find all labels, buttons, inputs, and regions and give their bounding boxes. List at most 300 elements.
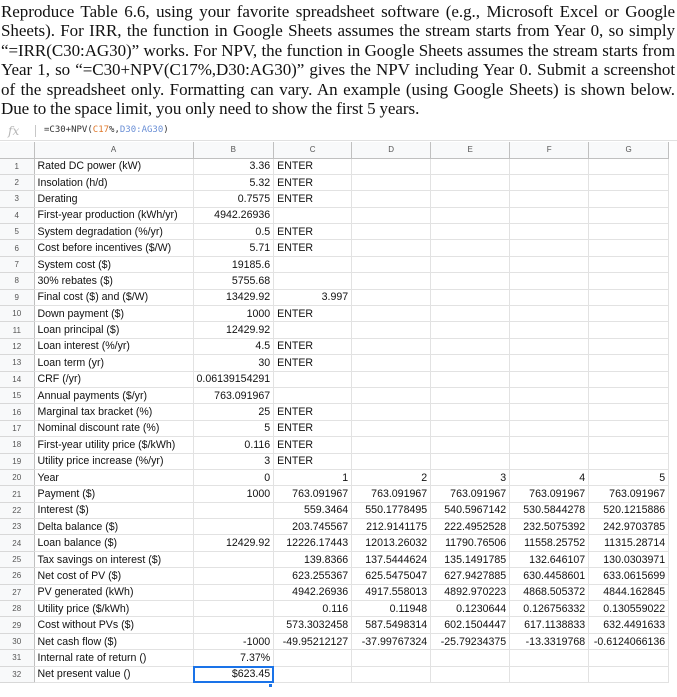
- table-row: [0, 273, 669, 289]
- selection-fill-handle[interactable]: [268, 683, 273, 688]
- cell-label[interactable]: Cost without PVs ($): [34, 617, 193, 633]
- column-header[interactable]: D: [352, 142, 431, 158]
- cell-label[interactable]: Utility price ($/kWh): [34, 601, 193, 617]
- cell[interactable]: [352, 306, 431, 322]
- cell[interactable]: 203.745567: [274, 519, 352, 535]
- cell[interactable]: 12226.17443: [274, 535, 352, 551]
- cell[interactable]: [510, 174, 589, 190]
- row-header[interactable]: 18: [0, 437, 34, 453]
- cell[interactable]: 763.091967: [352, 486, 431, 502]
- cell[interactable]: 137.5444624: [352, 551, 431, 567]
- cell[interactable]: 0: [193, 469, 274, 485]
- cell[interactable]: [589, 355, 669, 371]
- row-header[interactable]: 24: [0, 535, 34, 551]
- formula-input[interactable]: [44, 125, 169, 135]
- formula-part: %,: [109, 125, 120, 135]
- cell[interactable]: [193, 551, 274, 567]
- cell[interactable]: [274, 371, 352, 387]
- table-row: [0, 453, 669, 469]
- row-header[interactable]: 5: [0, 224, 34, 240]
- table-row: [0, 469, 669, 485]
- cell[interactable]: [431, 453, 510, 469]
- cell-label[interactable]: Rated DC power (kW): [34, 158, 193, 174]
- cell[interactable]: 0.116: [193, 437, 274, 453]
- cell[interactable]: [193, 601, 274, 617]
- cell-label[interactable]: System degradation (%/yr): [34, 224, 193, 240]
- cell-label[interactable]: CRF (/yr): [34, 371, 193, 387]
- cell[interactable]: ENTER: [274, 355, 352, 371]
- cell[interactable]: 617.1138833: [510, 617, 589, 633]
- cell[interactable]: 763.091967: [589, 486, 669, 502]
- row-header[interactable]: 12: [0, 338, 34, 354]
- cell[interactable]: [510, 273, 589, 289]
- cell[interactable]: 0.06139154291: [193, 371, 274, 387]
- cell[interactable]: 25: [193, 404, 274, 420]
- cell[interactable]: 520.1215886: [589, 502, 669, 518]
- row-header[interactable]: 27: [0, 584, 34, 600]
- cell[interactable]: [510, 240, 589, 256]
- assignment-instructions: Reproduce Table 6.6, using your favorite spreadsheet software (e.g., Microsoft Excel or Google Sheets). For IRR, the function in Google Sheets assumes the stream starts from Year 0, so simply “=IRR(C30:AG30)” works. For NPV, the function in Google Sheets assumes the stream starts from Year 1, so “=C30+NPV(C17%,D30:AG30)” gives the NPV including Year 0. Submit a screenshot of the spreadsheet only. Formatting can vary. An example (using Google Sheets) is shown below. Due to the space limit, you only need to show the first 5 years.: [1, 2, 675, 119]
- cell[interactable]: [431, 174, 510, 190]
- cell[interactable]: [193, 502, 274, 518]
- table-row: [0, 289, 669, 305]
- cell-label[interactable]: Payment ($): [34, 486, 193, 502]
- table-row: [0, 355, 669, 371]
- row-header[interactable]: 28: [0, 601, 34, 617]
- cell[interactable]: [510, 387, 589, 403]
- cell[interactable]: [431, 420, 510, 436]
- cell[interactable]: [431, 338, 510, 354]
- cell[interactable]: [431, 224, 510, 240]
- cell[interactable]: [274, 387, 352, 403]
- row-header[interactable]: 15: [0, 387, 34, 403]
- cell[interactable]: [510, 158, 589, 174]
- table-row: [0, 519, 669, 535]
- cell[interactable]: 602.1504447: [431, 617, 510, 633]
- cell[interactable]: [589, 437, 669, 453]
- row-header[interactable]: 11: [0, 322, 34, 338]
- cell[interactable]: [352, 240, 431, 256]
- cell[interactable]: [274, 650, 352, 666]
- cell[interactable]: 3: [431, 469, 510, 485]
- cell[interactable]: ENTER: [274, 240, 352, 256]
- cell[interactable]: [431, 666, 510, 682]
- column-header[interactable]: G: [589, 142, 669, 158]
- cell[interactable]: 5.71: [193, 240, 274, 256]
- cell[interactable]: [274, 207, 352, 223]
- cell-label[interactable]: PV generated (kWh): [34, 584, 193, 600]
- cell[interactable]: [510, 420, 589, 436]
- cell[interactable]: -37.99767324: [352, 633, 431, 649]
- formula-part: ): [163, 125, 169, 135]
- cell-label[interactable]: Insolation (h/d): [34, 174, 193, 190]
- cell[interactable]: [431, 256, 510, 272]
- cell[interactable]: [589, 371, 669, 387]
- cell[interactable]: [510, 207, 589, 223]
- formula-bar[interactable]: [0, 121, 677, 141]
- cell[interactable]: [510, 191, 589, 207]
- cell[interactable]: [352, 371, 431, 387]
- cell-label[interactable]: Year: [34, 469, 193, 485]
- cell[interactable]: [193, 519, 274, 535]
- cell[interactable]: [352, 273, 431, 289]
- row-header[interactable]: 20: [0, 469, 34, 485]
- cell[interactable]: 132.646107: [510, 551, 589, 567]
- cell[interactable]: [510, 666, 589, 682]
- cell[interactable]: [510, 371, 589, 387]
- cell[interactable]: ENTER: [274, 453, 352, 469]
- cell[interactable]: [589, 666, 669, 682]
- row-header[interactable]: 31: [0, 650, 34, 666]
- table-row: [0, 404, 669, 420]
- cell[interactable]: 763.091967: [193, 387, 274, 403]
- cell[interactable]: 4868.505372: [510, 584, 589, 600]
- cell-label[interactable]: Loan term (yr): [34, 355, 193, 371]
- row-header[interactable]: 2: [0, 174, 34, 190]
- row-header[interactable]: 3: [0, 191, 34, 207]
- row-header[interactable]: 22: [0, 502, 34, 518]
- cell[interactable]: 30: [193, 355, 274, 371]
- cell[interactable]: 763.091967: [510, 486, 589, 502]
- cell[interactable]: [352, 650, 431, 666]
- row-header[interactable]: 6: [0, 240, 34, 256]
- cell[interactable]: 19185.6: [193, 256, 274, 272]
- cell[interactable]: [352, 355, 431, 371]
- cell[interactable]: -1000: [193, 633, 274, 649]
- table-row: [0, 256, 669, 272]
- cell[interactable]: [510, 650, 589, 666]
- table-row: [0, 666, 669, 682]
- cell[interactable]: 630.4458601: [510, 568, 589, 584]
- cell[interactable]: [589, 322, 669, 338]
- cell[interactable]: ENTER: [274, 191, 352, 207]
- cell[interactable]: 13429.92: [193, 289, 274, 305]
- cell[interactable]: 5755.68: [193, 273, 274, 289]
- cell[interactable]: [352, 207, 431, 223]
- cell[interactable]: [589, 289, 669, 305]
- cell[interactable]: 763.091967: [274, 486, 352, 502]
- cell[interactable]: ENTER: [274, 338, 352, 354]
- cell[interactable]: 623.255367: [274, 568, 352, 584]
- cell[interactable]: [510, 289, 589, 305]
- cell[interactable]: 0.5: [193, 224, 274, 240]
- cell[interactable]: 3.36: [193, 158, 274, 174]
- cell[interactable]: 0.130559022: [589, 601, 669, 617]
- cell[interactable]: 0.126756332: [510, 601, 589, 617]
- cell[interactable]: -25.79234375: [431, 633, 510, 649]
- cell[interactable]: 1000: [193, 486, 274, 502]
- cell[interactable]: 4.5: [193, 338, 274, 354]
- cell[interactable]: 5: [193, 420, 274, 436]
- cell[interactable]: [274, 256, 352, 272]
- cell[interactable]: 242.9703785: [589, 519, 669, 535]
- table-row: [0, 551, 669, 567]
- cell[interactable]: 222.4952528: [431, 519, 510, 535]
- column-header[interactable]: A: [34, 142, 193, 158]
- cell[interactable]: [510, 355, 589, 371]
- cell[interactable]: 550.1778495: [352, 502, 431, 518]
- cell[interactable]: 632.4491633: [589, 617, 669, 633]
- column-header[interactable]: E: [431, 142, 510, 158]
- cell[interactable]: 540.5967142: [431, 502, 510, 518]
- table-row: [0, 437, 669, 453]
- table-row: [0, 224, 669, 240]
- column-header-row: [0, 142, 669, 158]
- cell[interactable]: 5.32: [193, 174, 274, 190]
- column-header[interactable]: F: [510, 142, 589, 158]
- cell[interactable]: [274, 322, 352, 338]
- cell[interactable]: 5: [589, 469, 669, 485]
- cell[interactable]: 130.0303971: [589, 551, 669, 567]
- cell-label[interactable]: Derating: [34, 191, 193, 207]
- table-row: [0, 568, 669, 584]
- cell[interactable]: [352, 191, 431, 207]
- cell[interactable]: 0.11948: [352, 601, 431, 617]
- cell[interactable]: [352, 420, 431, 436]
- cell[interactable]: [589, 224, 669, 240]
- cell[interactable]: [510, 322, 589, 338]
- cell[interactable]: [193, 584, 274, 600]
- cell-label[interactable]: System cost ($): [34, 256, 193, 272]
- cell[interactable]: [510, 224, 589, 240]
- fx-icon: fx: [8, 124, 20, 138]
- cell-label[interactable]: Interest ($): [34, 502, 193, 518]
- cell[interactable]: 530.5844278: [510, 502, 589, 518]
- row-header[interactable]: 8: [0, 273, 34, 289]
- cell[interactable]: [352, 289, 431, 305]
- cell[interactable]: [510, 437, 589, 453]
- cell[interactable]: [431, 387, 510, 403]
- cell[interactable]: 12429.92: [193, 535, 274, 551]
- cell-label[interactable]: Marginal tax bracket (%): [34, 404, 193, 420]
- cell[interactable]: [431, 207, 510, 223]
- cell[interactable]: 633.0615699: [589, 568, 669, 584]
- row-header[interactable]: 13: [0, 355, 34, 371]
- cell[interactable]: 573.3032458: [274, 617, 352, 633]
- cell[interactable]: ENTER: [274, 404, 352, 420]
- cell[interactable]: [431, 404, 510, 420]
- cell[interactable]: [431, 273, 510, 289]
- cell[interactable]: [352, 158, 431, 174]
- cell[interactable]: ENTER: [274, 158, 352, 174]
- cell-label[interactable]: Nominal discount rate (%): [34, 420, 193, 436]
- cell[interactable]: 11558.25752: [510, 535, 589, 551]
- formula-reference: C17: [92, 125, 110, 135]
- row-header[interactable]: 32: [0, 666, 34, 682]
- table-row: [0, 650, 669, 666]
- cell[interactable]: [193, 568, 274, 584]
- cell[interactable]: [352, 666, 431, 682]
- table-row: [0, 306, 669, 322]
- column-header[interactable]: C: [274, 142, 352, 158]
- table-row: [0, 191, 669, 207]
- cell[interactable]: 212.9141175: [352, 519, 431, 535]
- cell[interactable]: 627.9427885: [431, 568, 510, 584]
- row-header[interactable]: 14: [0, 371, 34, 387]
- cell[interactable]: [510, 453, 589, 469]
- cell[interactable]: 3.997: [274, 289, 352, 305]
- cell[interactable]: [589, 453, 669, 469]
- cell[interactable]: [589, 387, 669, 403]
- cell[interactable]: [274, 273, 352, 289]
- cell[interactable]: [510, 404, 589, 420]
- cell[interactable]: 1000: [193, 306, 274, 322]
- cell-label[interactable]: First-year production (kWh/yr): [34, 207, 193, 223]
- cell[interactable]: 4844.162845: [589, 584, 669, 600]
- cell-label[interactable]: Loan principal ($): [34, 322, 193, 338]
- cell[interactable]: 4942.26936: [274, 584, 352, 600]
- cell[interactable]: [352, 174, 431, 190]
- cell-label[interactable]: Annual payments ($/yr): [34, 387, 193, 403]
- row-header[interactable]: 1: [0, 158, 34, 174]
- cell[interactable]: [431, 650, 510, 666]
- row-header[interactable]: 4: [0, 207, 34, 223]
- selected-cell[interactable]: $623.45: [193, 666, 274, 682]
- formula-bar-divider: [35, 125, 36, 137]
- cell[interactable]: 12013.26032: [352, 535, 431, 551]
- cell[interactable]: ENTER: [274, 306, 352, 322]
- cell[interactable]: [431, 371, 510, 387]
- cell-label[interactable]: Utility price increase (%/yr): [34, 453, 193, 469]
- cell[interactable]: [352, 322, 431, 338]
- row-header[interactable]: 23: [0, 519, 34, 535]
- cell-label[interactable]: Loan balance ($): [34, 535, 193, 551]
- cell[interactable]: 587.5498314: [352, 617, 431, 633]
- cell[interactable]: 763.091967: [431, 486, 510, 502]
- column-header[interactable]: B: [193, 142, 274, 158]
- row-header[interactable]: 29: [0, 617, 34, 633]
- cell[interactable]: [193, 617, 274, 633]
- cell[interactable]: -13.3319768: [510, 633, 589, 649]
- cell[interactable]: 559.3464: [274, 502, 352, 518]
- cell[interactable]: [510, 256, 589, 272]
- cell[interactable]: 2: [352, 469, 431, 485]
- cell[interactable]: 12429.92: [193, 322, 274, 338]
- cell-label[interactable]: Tax savings on interest ($): [34, 551, 193, 567]
- cell[interactable]: [352, 437, 431, 453]
- cell[interactable]: [274, 666, 352, 682]
- cell[interactable]: [352, 224, 431, 240]
- cell[interactable]: 4942.26936: [193, 207, 274, 223]
- cell[interactable]: [431, 289, 510, 305]
- cell-label[interactable]: First-year utility price ($/kWh): [34, 437, 193, 453]
- table-row: [0, 535, 669, 551]
- cell[interactable]: [589, 158, 669, 174]
- row-header[interactable]: 19: [0, 453, 34, 469]
- cell-label[interactable]: Cost before incentives ($/W): [34, 240, 193, 256]
- cell[interactable]: 0.7575: [193, 191, 274, 207]
- cell[interactable]: [352, 404, 431, 420]
- cell-label[interactable]: Delta balance ($): [34, 519, 193, 535]
- cell[interactable]: 11790.76506: [431, 535, 510, 551]
- cell[interactable]: [352, 387, 431, 403]
- cell-label[interactable]: Internal rate of return (): [34, 650, 193, 666]
- row-header[interactable]: 10: [0, 306, 34, 322]
- row-header[interactable]: 25: [0, 551, 34, 567]
- cell[interactable]: [352, 338, 431, 354]
- cell[interactable]: [589, 404, 669, 420]
- row-header[interactable]: 7: [0, 256, 34, 272]
- cell[interactable]: 625.5475047: [352, 568, 431, 584]
- cell[interactable]: 4892.970223: [431, 584, 510, 600]
- cell[interactable]: [589, 256, 669, 272]
- cell[interactable]: [431, 240, 510, 256]
- table-row: [0, 617, 669, 633]
- cell[interactable]: [431, 191, 510, 207]
- row-header[interactable]: 30: [0, 633, 34, 649]
- cell-label[interactable]: Net present value (): [34, 666, 193, 682]
- cell-label[interactable]: 30% rebates ($): [34, 273, 193, 289]
- formula-reference: D30:AG30: [119, 125, 164, 135]
- cell[interactable]: ENTER: [274, 174, 352, 190]
- cell[interactable]: 139.8366: [274, 551, 352, 567]
- formula-part: =C30+NPV(: [44, 125, 93, 135]
- cell[interactable]: ENTER: [274, 224, 352, 240]
- row-header[interactable]: 16: [0, 404, 34, 420]
- select-all-corner[interactable]: [0, 142, 34, 158]
- table-row: [0, 486, 669, 502]
- cell[interactable]: [431, 158, 510, 174]
- cell[interactable]: [589, 650, 669, 666]
- cell[interactable]: [510, 306, 589, 322]
- cell[interactable]: 135.1491785: [431, 551, 510, 567]
- row-header[interactable]: 26: [0, 568, 34, 584]
- cell[interactable]: [431, 306, 510, 322]
- cell[interactable]: [431, 437, 510, 453]
- cell[interactable]: [352, 256, 431, 272]
- table-row: [0, 207, 669, 223]
- cell[interactable]: 11315.28714: [589, 535, 669, 551]
- cell[interactable]: -49.95212127: [274, 633, 352, 649]
- table-row: [0, 601, 669, 617]
- cell[interactable]: ENTER: [274, 420, 352, 436]
- cell[interactable]: [589, 338, 669, 354]
- cell-label[interactable]: Net cash flow ($): [34, 633, 193, 649]
- cell[interactable]: [589, 420, 669, 436]
- table-row: [0, 633, 669, 649]
- cell[interactable]: 4917.558013: [352, 584, 431, 600]
- cell[interactable]: 0.116: [274, 601, 352, 617]
- cell[interactable]: [589, 306, 669, 322]
- cell[interactable]: [352, 453, 431, 469]
- cell[interactable]: [589, 191, 669, 207]
- cell[interactable]: [589, 207, 669, 223]
- cell[interactable]: 1: [274, 469, 352, 485]
- cell[interactable]: [431, 322, 510, 338]
- cell[interactable]: [589, 273, 669, 289]
- cell[interactable]: 232.5075392: [510, 519, 589, 535]
- row-header[interactable]: 17: [0, 420, 34, 436]
- cell-label[interactable]: Final cost ($) and ($/W): [34, 289, 193, 305]
- cell[interactable]: 0.1230644: [431, 601, 510, 617]
- cell[interactable]: 7.37%: [193, 650, 274, 666]
- cell[interactable]: 3: [193, 453, 274, 469]
- cell[interactable]: -0.6124066136: [589, 633, 669, 649]
- spreadsheet-grid[interactable]: [0, 142, 669, 683]
- cell[interactable]: [589, 240, 669, 256]
- row-header[interactable]: 21: [0, 486, 34, 502]
- cell[interactable]: 4: [510, 469, 589, 485]
- cell-label[interactable]: Down payment ($): [34, 306, 193, 322]
- cell-label[interactable]: Net cost of PV ($): [34, 568, 193, 584]
- cell[interactable]: ENTER: [274, 437, 352, 453]
- row-header[interactable]: 9: [0, 289, 34, 305]
- cell[interactable]: [431, 355, 510, 371]
- table-row: [0, 338, 669, 354]
- cell[interactable]: [510, 338, 589, 354]
- cell-label[interactable]: Loan interest (%/yr): [34, 338, 193, 354]
- cell[interactable]: [589, 174, 669, 190]
